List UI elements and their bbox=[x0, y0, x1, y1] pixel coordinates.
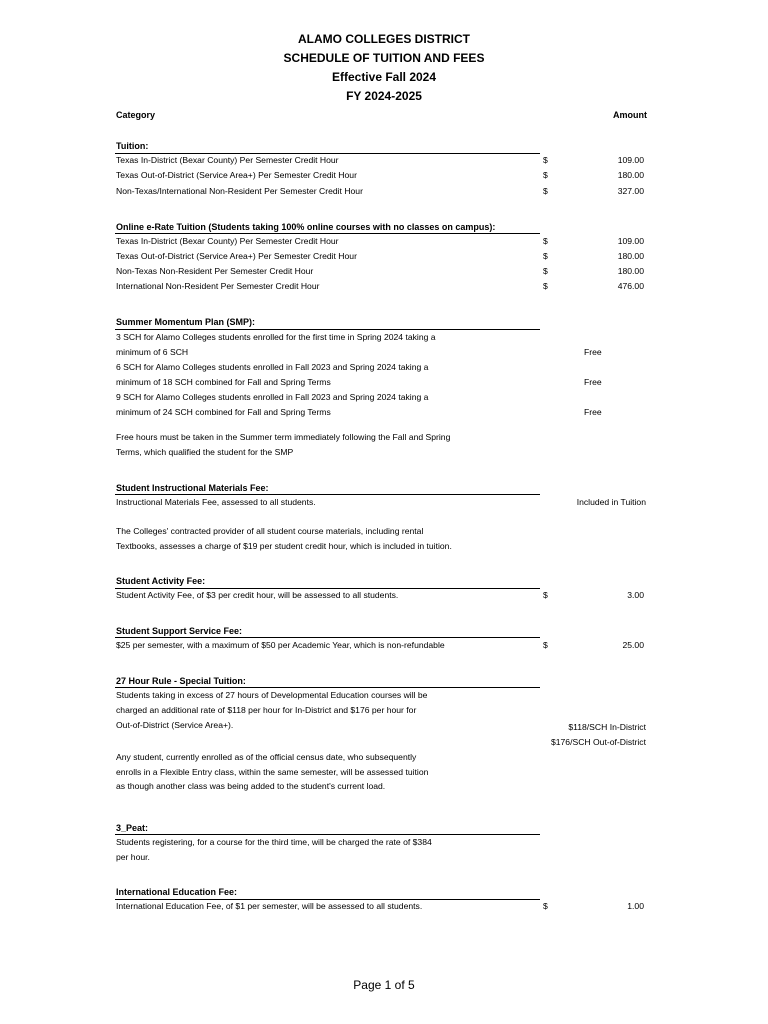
hour27-note: Any student, currently enrolled as of the official census date, who subsequently bbox=[116, 752, 417, 762]
section-divider bbox=[115, 588, 540, 589]
section-divider bbox=[115, 687, 540, 688]
peat-text: per hour. bbox=[116, 852, 150, 862]
section-divider bbox=[115, 329, 540, 330]
page-number: Page 1 of 5 bbox=[353, 978, 415, 992]
tuition-row-label: Texas Out-of-District (Service Area+) Per Semester Credit Hour bbox=[116, 170, 357, 180]
currency-symbol: $ bbox=[543, 236, 548, 246]
online-row-amount: 180.00 bbox=[617, 266, 644, 276]
document-title: ALAMO COLLEGES DISTRICT bbox=[298, 32, 470, 46]
section-header-materials-fee: Student Instructional Materials Fee: bbox=[116, 483, 269, 493]
effective-date: Effective Fall 2024 bbox=[331, 70, 437, 84]
currency-symbol: $ bbox=[543, 155, 548, 165]
online-row-label: International Non-Resident Per Semester Credit Hour bbox=[116, 281, 320, 291]
materials-note: Textbooks, assesses a charge of $19 per student credit hour, which is included in tuition. bbox=[116, 541, 452, 551]
currency-symbol: $ bbox=[543, 186, 548, 196]
hour27-note: enrolls in a Flexible Entry class, within the same semester, will be assessed tuition bbox=[116, 767, 429, 777]
document-subtitle: SCHEDULE OF TUITION AND FEES bbox=[283, 51, 485, 65]
hour27-rate-out-of-district: $176/SCH Out-of-District bbox=[550, 737, 646, 747]
currency-symbol: $ bbox=[543, 901, 548, 911]
section-header-smp: Summer Momentum Plan (SMP): bbox=[116, 317, 256, 327]
tuition-row-label: Non-Texas/International Non-Resident Per Semester Credit Hour bbox=[116, 186, 363, 196]
smp-item-text: 9 SCH for Alamo Colleges students enrolled in Fall 2023 and Spring 2024 taking a bbox=[116, 392, 429, 402]
smp-item-value: Free bbox=[584, 377, 602, 387]
tuition-row-amount: 180.00 bbox=[617, 170, 644, 180]
hour27-text: charged an additional rate of $118 per hour for In-District and $176 per hour for bbox=[116, 705, 417, 715]
smp-note: Terms, which qualified the student for the SMP bbox=[116, 447, 294, 457]
section-divider bbox=[115, 899, 540, 900]
section-header-online-tuition: Online e-Rate Tuition (Students taking 100% online courses with no classes on campus): bbox=[116, 222, 496, 232]
smp-item-value: Free bbox=[584, 347, 602, 357]
section-header-27-hour-rule: 27 Hour Rule - Special Tuition: bbox=[116, 676, 246, 686]
currency-symbol: $ bbox=[543, 640, 548, 650]
activity-fee-amount: 3.00 bbox=[627, 590, 644, 600]
online-row-label: Non-Texas Non-Resident Per Semester Credit Hour bbox=[116, 266, 314, 276]
tuition-row-amount: 109.00 bbox=[617, 155, 644, 165]
materials-fee-value: Included in Tuition bbox=[576, 497, 646, 507]
smp-item-text: minimum of 24 SCH combined for Fall and Spring Terms bbox=[116, 407, 331, 417]
online-row-amount: 109.00 bbox=[617, 236, 644, 246]
currency-symbol: $ bbox=[543, 590, 548, 600]
section-header-tuition: Tuition: bbox=[116, 141, 149, 151]
section-divider bbox=[115, 233, 540, 234]
section-divider bbox=[115, 637, 540, 638]
section-header-international-fee: International Education Fee: bbox=[116, 887, 238, 897]
online-row-amount: 476.00 bbox=[617, 281, 644, 291]
currency-symbol: $ bbox=[543, 170, 548, 180]
international-fee-label: International Education Fee, of $1 per semester, will be assessed to all students. bbox=[116, 901, 423, 911]
international-fee-amount: 1.00 bbox=[627, 901, 644, 911]
smp-item-text: 6 SCH for Alamo Colleges students enrolled in Fall 2023 and Spring 2024 taking a bbox=[116, 362, 429, 372]
smp-item-text: minimum of 18 SCH combined for Fall and Spring Terms bbox=[116, 377, 331, 387]
column-header-amount: Amount bbox=[613, 110, 647, 120]
hour27-note: as though another class was being added to the student's current load. bbox=[116, 781, 386, 791]
activity-fee-label: Student Activity Fee, of $3 per credit hour, will be assessed to all students. bbox=[116, 590, 399, 600]
section-divider bbox=[115, 834, 540, 835]
section-header-support-fee: Student Support Service Fee: bbox=[116, 626, 243, 636]
smp-item-value: Free bbox=[584, 407, 602, 417]
online-row-label: Texas Out-of-District (Service Area+) Per Semester Credit Hour bbox=[116, 251, 357, 261]
materials-note: The Colleges' contracted provider of all student course materials, including rental bbox=[116, 526, 424, 536]
hour27-text: Out-of-District (Service Area+). bbox=[116, 720, 234, 730]
tuition-row-amount: 327.00 bbox=[617, 186, 644, 196]
section-divider bbox=[115, 153, 540, 154]
smp-item-text: 3 SCH for Alamo Colleges students enrolled for the first time in Spring 2024 taking a bbox=[116, 332, 436, 342]
hour27-text: Students taking in excess of 27 hours of Developmental Education courses will be bbox=[116, 690, 428, 700]
section-header-3-peat: 3_Peat: bbox=[116, 823, 149, 833]
section-header-activity-fee: Student Activity Fee: bbox=[116, 576, 206, 586]
fiscal-year: FY 2024-2025 bbox=[346, 89, 422, 103]
hour27-rate-in-district: $118/SCH In-District bbox=[568, 722, 646, 732]
currency-symbol: $ bbox=[543, 266, 548, 276]
smp-note: Free hours must be taken in the Summer term immediately following the Fall and Spring bbox=[116, 432, 451, 442]
online-row-amount: 180.00 bbox=[617, 251, 644, 261]
currency-symbol: $ bbox=[543, 251, 548, 261]
materials-fee-label: Instructional Materials Fee, assessed to all students. bbox=[116, 497, 316, 507]
support-fee-amount: 25.00 bbox=[622, 640, 644, 650]
online-row-label: Texas In-District (Bexar County) Per Semester Credit Hour bbox=[116, 236, 339, 246]
tuition-row-label: Texas In-District (Bexar County) Per Semester Credit Hour bbox=[116, 155, 339, 165]
smp-item-text: minimum of 6 SCH bbox=[116, 347, 189, 357]
column-header-category: Category bbox=[116, 110, 156, 120]
support-fee-label: $25 per semester, with a maximum of $50 per Academic Year, which is non-refundable bbox=[116, 640, 445, 650]
currency-symbol: $ bbox=[543, 281, 548, 291]
peat-text: Students registering, for a course for the third time, will be charged the rate of $384 bbox=[116, 837, 432, 847]
section-divider bbox=[115, 494, 540, 495]
